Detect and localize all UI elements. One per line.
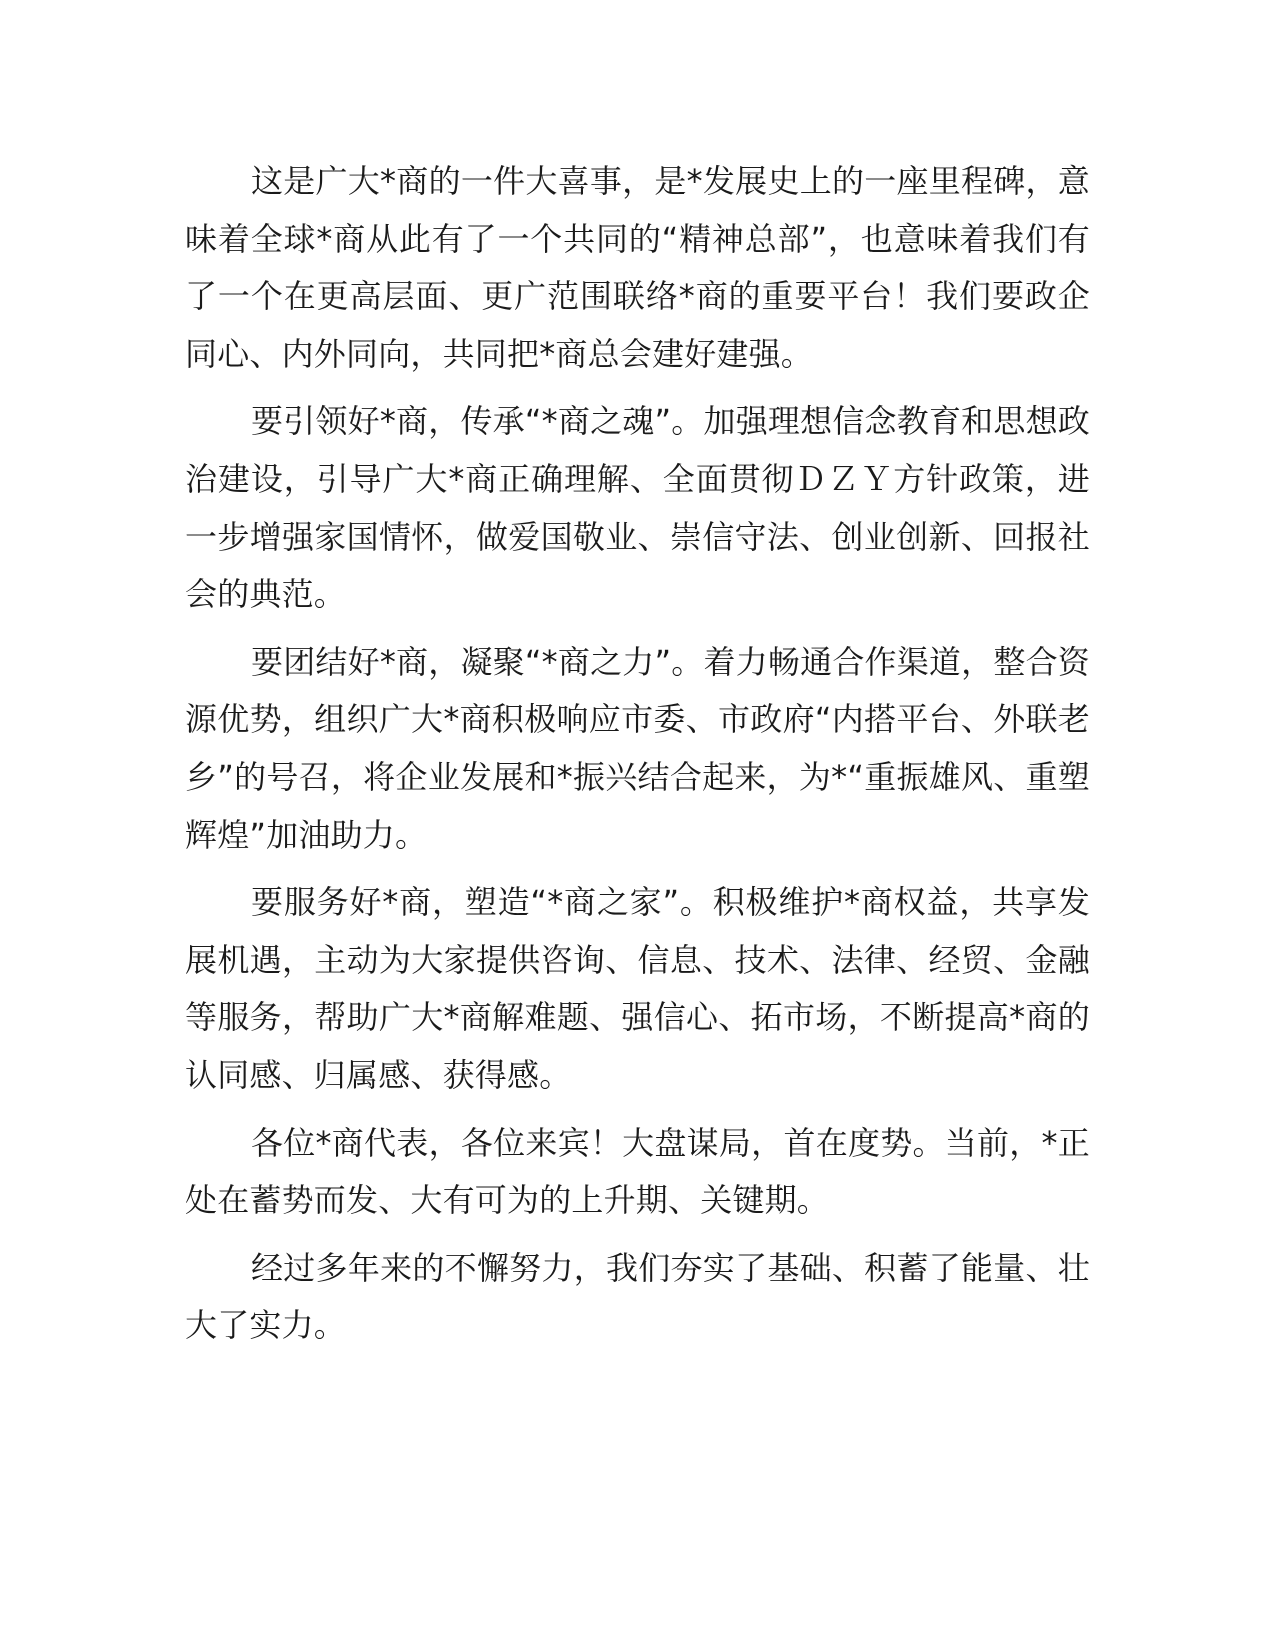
paragraph-2: 要引领好*商，传承“*商之魂”。加强理想信念教育和思想政治建设，引导广大*商正确理解、全面贯彻ＤＺＹ方针政策，进一步增强家国情怀，做爱国敬业、崇信守法、创业创新、回报社会的典范。: [185, 402, 1090, 614]
paragraph-3: 要团结好*商，凝聚“*商之力”。着力畅通合作渠道，整合资源优势，组织广大*商积极响应市委、市政府“内搭平台、外联老乡”的号召，将企业发展和*振兴结合起来，为*“重振雄风、重塑辉煌”加油助力。: [185, 642, 1090, 854]
paragraph-6: 经过多年来的不懈努力，我们夯实了基础、积蓄了能量、壮大了实力。: [185, 1248, 1090, 1345]
paragraph-5: 各位*商代表，各位来宾！大盘谋局，首在度势。当前，*正处在蓄势而发、大有可为的上升期、关键期。: [185, 1123, 1090, 1220]
document-body: [185, 153, 1090, 1365]
paragraph-4: 要服务好*商，塑造“*商之家”。积极维护*商权益，共享发展机遇，主动为大家提供咨询、信息、技术、法律、经贸、金融等服务，帮助广大*商解难题、强信心、拓市场，不断提高*商的认同感、归属感、获得感。: [185, 883, 1090, 1094]
paragraph-1: 这是广大*商的一件大喜事，是*发展史上的一座里程碑，意味着全球*商从此有了一个共同的“精神总部”，也意味着我们有了一个在更高层面、更广范围联络*商的重要平台！我们要政企同心、内外同向，共同把*商总会建好建强。: [185, 162, 1090, 373]
